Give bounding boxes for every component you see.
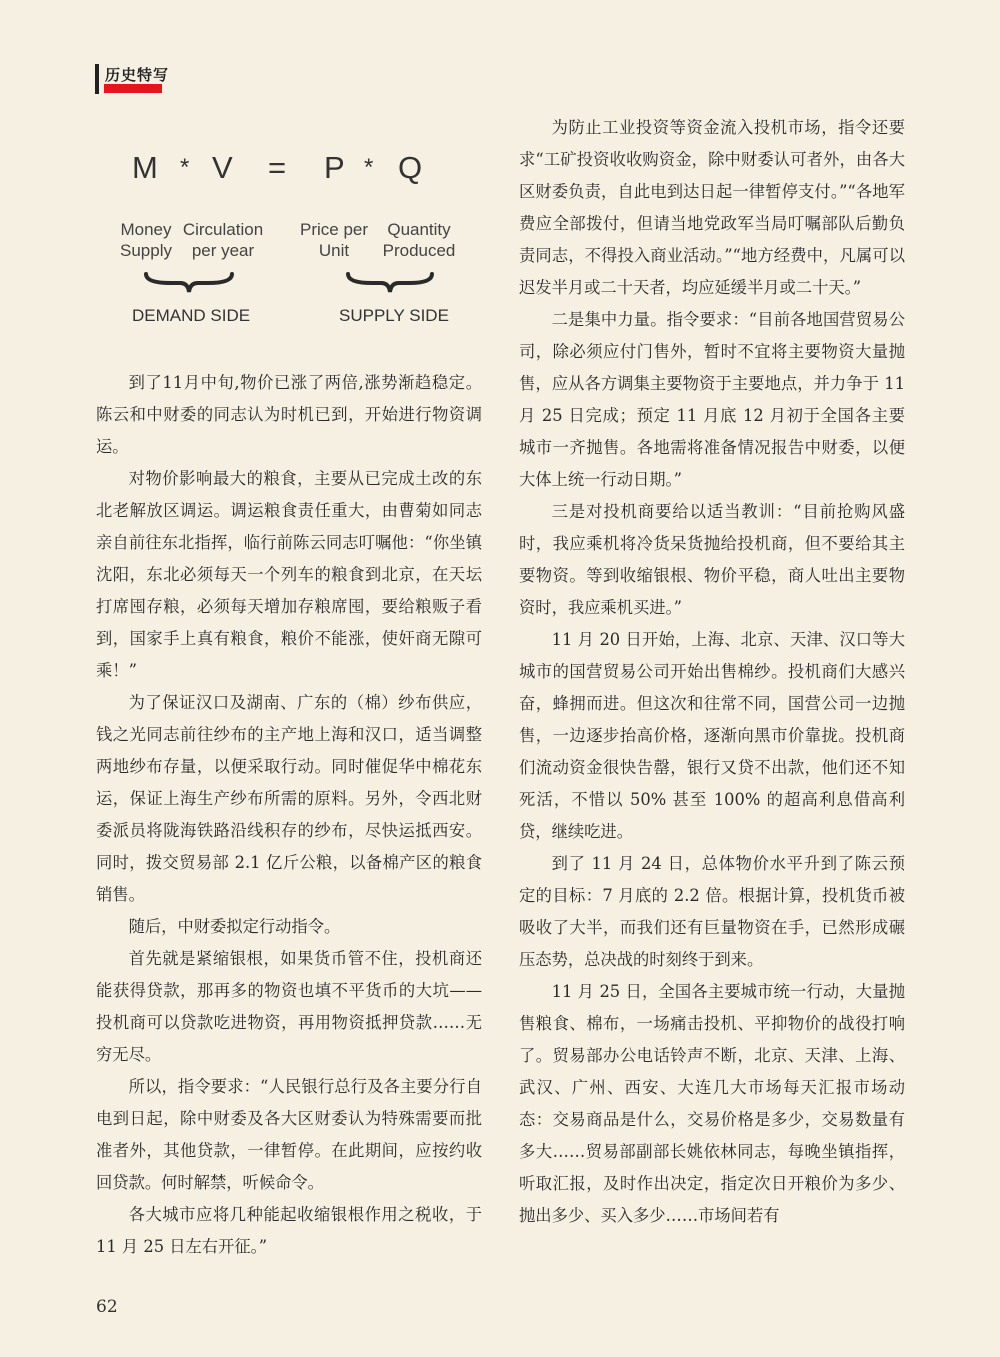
label-price-line2: Unit [318, 241, 350, 260]
label-money-line1: Money [120, 220, 172, 239]
page-number: 62 [96, 1297, 118, 1317]
paragraph: 到了 11 月 24 日，总体物价水平升到了陈云预定的目标：7 月底的 2.2 倍。根据计算，投机货币被吸收了大半，而我们还有巨量物资在手，已然形成碾压态势，总决战的时刻终于到来。 [519, 854, 905, 969]
label-circulation-line2: per year [191, 241, 255, 260]
paragraph: 到了11月中旬,物价已涨了两倍,涨势渐趋稳定。陈云和中财委的同志认为时机已到，开始进行物资调运。 [96, 373, 482, 456]
paragraph: 为了保证汉口及湖南、广东的（棉）纱布供应，钱之光同志前往纱布的主产地上海和汉口，适当调整两地纱布存量，以便采取行动。同时催促华中棉花东运，保证上海生产纱布所需的原料。另外，令西北财委派员将陇海铁路沿线积存的纱布，尽快运抵西安。同时，拨交贸易部 2.1 亿斤公粮，以备棉产区的粮食销售。 [96, 693, 482, 904]
paragraph: 随后，中财委拟定行动指令。 [128, 917, 341, 936]
paragraph: 所以，指令要求：“人民银行总行及各主要分行自电到日起，除中财委及各大区财委认为特殊需要而批准者外，其他贷款，一律暂停。在此期间，应按约收回贷款。何时解禁，听候命令。 [96, 1077, 482, 1192]
paragraph: 各大城市应将几种能起收缩银根作用之税收，于 11 月 25 日左右开征。” [96, 1205, 482, 1256]
label-circulation-line1: Circulation [182, 220, 264, 239]
label-money-line2: Supply [120, 241, 172, 260]
demand-brace [146, 274, 232, 292]
paragraph: 对物价影响最大的粮食，主要从已完成土改的东北老解放区调运。调运粮食责任重大，由曹菊如同志亲自前往东北指挥，临行前陈云同志叮嘱他：“你坐镇沈阳，东北必须每天一个列车的粮食到北京，在天坛打席囤存粮，必须每天增加存粮席囤，要给粮贩子看到，国家手上真有粮食，粮价不能涨，使奸商无隙可乘！” [96, 469, 482, 680]
equation-diagram [96, 140, 482, 340]
equation-symbol-m: M [132, 150, 158, 185]
paragraph: 三是对投机商要给以适当教训：“目前抢购风盛时，我应乘机将冷货呆货抛给投机商，但不要给其主要物资。等到收缩银根、物价平稳，商人吐出主要物资时，我应乘机买进。” [519, 502, 905, 617]
paragraph: 首先就是紧缩银根，如果货币管不住，投机商还能获得贷款，那再多的物资也填不平货币的大坑——投机商可以贷款吃进物资，再用物资抵押贷款……无穷无尽。 [96, 949, 482, 1064]
paragraph: 为防止工业投资等资金流入投机市场，指令还要求“工矿投资收收购资金，除中财委认可者外，由各大区财委负责，自此电到达日起一律暂停支付。”“各地军费应全部拨付，但请当地党政军当局叮嘱部队后勤负责同志，不得投入商业活动。”“地方经费中，凡属可以迟发半月或二十天者，均应延缓半月或二十天。” [519, 118, 905, 297]
section-title: 历史特写 [105, 67, 170, 84]
supply-side-label: SUPPLY SIDE [339, 306, 449, 325]
label-quantity-line1: Quantity [387, 220, 451, 239]
equation-symbol-p: P [324, 150, 345, 185]
equation-symbol-v: V [212, 150, 233, 185]
paragraph: 11 月 25 日，全国各主要城市统一行动，大量抛售粮食、棉布，一场痛击投机、平抑物价的战役打响了。贸易部办公电话铃声不断，北京、天津、上海、武汉、广州、西安、大连几大市场每天汇报市场动态：交易商品是什么，交易价格是多少，交易数量有多大……贸易部副部长姚依林同志，每晚坐镇指挥，听取汇报，及时作出决定，指定次日开粮价为多少、抛出多少、买入多少……市场间若有 [519, 982, 905, 1225]
equation-symbol-times-1: * [180, 154, 190, 181]
paragraph: 11 月 20 日开始，上海、北京、天津、汉口等大城市的国营贸易公司开始出售棉纱。投机商们大感兴奋，蜂拥而进。但这次和往常不同，国营公司一边抛售，一边逐步抬高价格，逐渐向黑市价靠拢。投机商们流动资金很快告罄，银行又贷不出款，他们还不知死活，不惜以 50% 甚至 100% 的超高利息借高利贷，继续吃进。 [519, 630, 905, 841]
section-marker-bar [95, 64, 99, 94]
left-column-text [96, 367, 482, 1263]
supply-brace [348, 274, 432, 292]
paragraph: 二是集中力量。指令要求：“目前各地国营贸易公司，除必须应付门售外，暂时不宜将主要物资大量抛售，应从各方调集主要物资于主要地点，并力争于 11 月 25 日完成；预定 11 月底 12 月初于全国各主要城市一齐抛售。各地需将准备情况报告中财委，以便大体上统一行动日期。” [519, 310, 905, 489]
section-title-underline [104, 84, 162, 93]
equation-symbol-equals: = [268, 150, 287, 185]
equation-symbol-q: Q [398, 150, 423, 185]
label-quantity-line2: Produced [382, 241, 456, 260]
demand-side-label: DEMAND SIDE [132, 306, 251, 325]
right-column-text [519, 112, 905, 1232]
equation-symbol-times-2: * [364, 154, 374, 181]
label-price-line1: Price per [299, 220, 369, 239]
